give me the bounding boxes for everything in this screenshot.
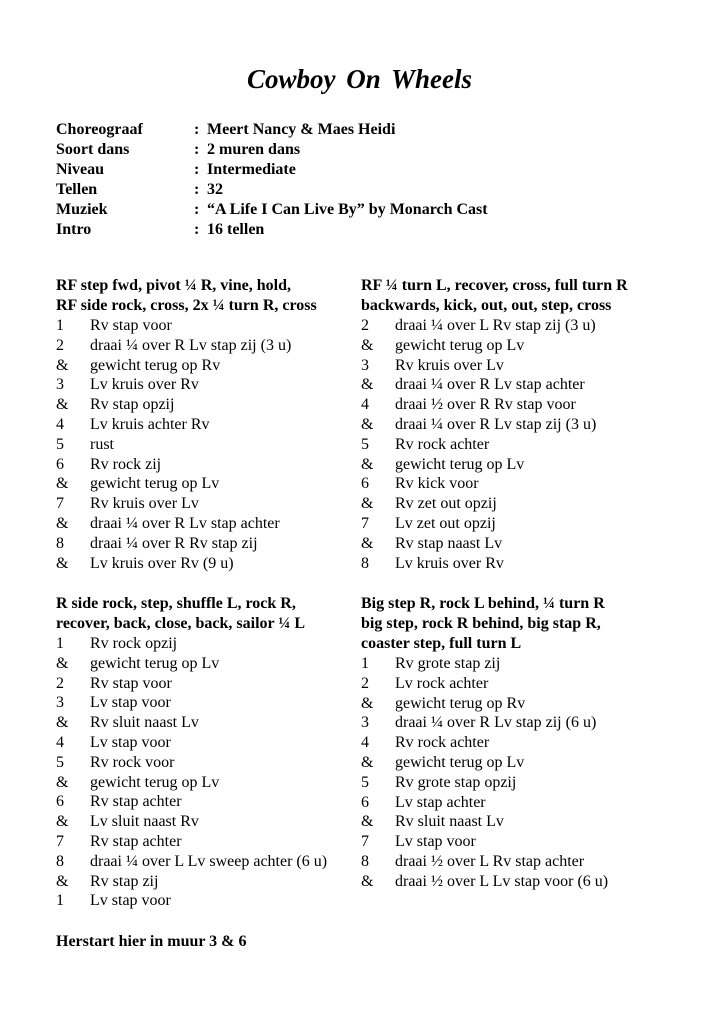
step-text: Rv kick voor bbox=[395, 475, 479, 493]
info-row bbox=[56, 180, 488, 200]
step-count: 4 bbox=[56, 733, 64, 751]
step-count: 7 bbox=[56, 495, 64, 513]
info-colon: : bbox=[194, 201, 200, 218]
info-colon: : bbox=[194, 181, 200, 198]
section-2 bbox=[361, 276, 628, 573]
step-row bbox=[361, 773, 608, 793]
step-row bbox=[361, 554, 628, 574]
step-text: gewicht terug op Lv bbox=[90, 475, 220, 493]
step-row bbox=[361, 832, 608, 852]
step-text: Rv stap achter bbox=[90, 793, 182, 811]
step-text: draai ¼ over R Lv stap achter bbox=[395, 376, 585, 394]
step-text: gewicht terug op Lv bbox=[90, 654, 220, 672]
step-row bbox=[56, 693, 327, 713]
step-row bbox=[56, 455, 317, 475]
step-count: & bbox=[361, 872, 374, 890]
step-count: & bbox=[56, 396, 69, 414]
step-row bbox=[361, 474, 628, 494]
step-row bbox=[56, 435, 317, 455]
step-text: Rv kruis over Lv bbox=[395, 356, 504, 374]
step-count: 8 bbox=[361, 554, 369, 572]
step-row bbox=[56, 674, 327, 694]
page-title: Cowboy On Wheels bbox=[246, 64, 473, 94]
info-label: Choreograaf bbox=[56, 121, 143, 138]
step-count: 5 bbox=[56, 435, 64, 453]
step-row bbox=[56, 634, 327, 654]
step-count: 3 bbox=[56, 694, 64, 712]
step-text: Rv rock zij bbox=[90, 455, 162, 473]
section-heading: recover, back, close, back, sailor ¼ L bbox=[56, 615, 306, 632]
step-count: 5 bbox=[56, 753, 64, 771]
info-colon: : bbox=[194, 121, 200, 138]
step-row bbox=[56, 654, 327, 674]
step-count: & bbox=[56, 514, 69, 532]
section-heading: R side rock, step, shuffle L, rock R, bbox=[56, 595, 296, 612]
step-count: 3 bbox=[361, 714, 369, 732]
step-row bbox=[56, 494, 317, 514]
section-heading: RF ¼ turn L, recover, cross, full turn R bbox=[361, 277, 628, 294]
step-row bbox=[361, 356, 628, 376]
step-row bbox=[56, 792, 327, 812]
step-row bbox=[56, 375, 317, 395]
step-count: 7 bbox=[361, 514, 369, 532]
step-row bbox=[361, 694, 608, 714]
info-label: Muziek bbox=[56, 201, 108, 218]
info-label: Soort dans bbox=[56, 141, 130, 158]
step-row bbox=[361, 455, 628, 475]
step-text: Rv stap zij bbox=[90, 872, 159, 890]
step-count: 1 bbox=[56, 317, 64, 334]
step-text: Rv rock achter bbox=[395, 435, 490, 453]
step-text: gewicht terug op Lv bbox=[395, 753, 525, 771]
step-text: Lv kruis achter Rv bbox=[90, 415, 210, 433]
step-text: Rv zet out opzij bbox=[395, 495, 497, 513]
step-row bbox=[56, 713, 327, 733]
step-count: & bbox=[56, 554, 69, 572]
step-text: Lv stap voor bbox=[90, 733, 171, 751]
info-row bbox=[56, 120, 488, 140]
step-row bbox=[361, 733, 608, 753]
info-colon: : bbox=[194, 161, 200, 178]
step-count: 5 bbox=[361, 773, 369, 791]
step-text: gewicht terug op Lv bbox=[395, 455, 525, 473]
info-colon: : bbox=[194, 141, 200, 158]
section-3 bbox=[56, 594, 327, 911]
step-text: Lv kruis over Rv (9 u) bbox=[90, 554, 234, 572]
step-count: 6 bbox=[56, 455, 64, 473]
info-value: 2 muren dans bbox=[207, 141, 301, 158]
step-count: & bbox=[361, 753, 374, 771]
step-text: Rv stap opzij bbox=[90, 396, 175, 414]
section-heading: coaster step, full turn L bbox=[361, 635, 522, 652]
step-text: gewicht terug op Rv bbox=[395, 694, 526, 712]
info-value: Intermediate bbox=[207, 161, 296, 178]
step-row bbox=[361, 395, 628, 415]
info-value: 32 bbox=[207, 181, 223, 198]
step-count: 1 bbox=[56, 635, 64, 652]
step-count: & bbox=[361, 376, 374, 394]
step-text: draai ¼ over L Lv sweep achter (6 u) bbox=[90, 852, 328, 870]
info-label: Intro bbox=[56, 221, 92, 238]
step-row bbox=[361, 316, 628, 336]
step-row bbox=[56, 773, 327, 793]
step-count: 2 bbox=[56, 674, 64, 692]
step-count: 8 bbox=[56, 852, 64, 870]
step-count: 7 bbox=[361, 833, 369, 851]
step-row bbox=[361, 435, 628, 455]
step-text: Rv stap voor bbox=[90, 674, 172, 692]
step-text: Rv sluit naast Lv bbox=[395, 813, 504, 831]
step-count: & bbox=[361, 336, 374, 354]
step-text: Lv kruis over Rv bbox=[90, 376, 199, 394]
step-count: 7 bbox=[56, 832, 64, 850]
step-count: & bbox=[56, 475, 69, 493]
step-count: & bbox=[56, 773, 69, 791]
step-count: 1 bbox=[56, 892, 64, 910]
info-value: 16 tellen bbox=[207, 221, 265, 238]
step-row bbox=[361, 793, 608, 813]
info-row bbox=[56, 200, 488, 220]
step-count: & bbox=[56, 813, 69, 831]
step-row bbox=[56, 336, 317, 356]
info-row bbox=[56, 220, 488, 240]
step-row bbox=[361, 494, 628, 514]
step-count: & bbox=[56, 356, 69, 374]
step-count: 4 bbox=[56, 415, 64, 433]
step-text: draai ¼ over R Lv stap achter bbox=[90, 514, 280, 532]
step-count: & bbox=[361, 534, 374, 552]
step-text: Lv stap voor bbox=[90, 694, 171, 712]
step-row bbox=[361, 713, 608, 733]
step-text: draai ¼ over R Rv stap zij bbox=[90, 534, 258, 552]
step-count: 4 bbox=[361, 396, 369, 414]
section-4 bbox=[361, 594, 608, 892]
step-row bbox=[56, 872, 327, 892]
step-text: Lv stap achter bbox=[395, 793, 486, 811]
step-text: Lv zet out opzij bbox=[395, 514, 496, 532]
info-label: Niveau bbox=[56, 161, 104, 178]
step-text: Lv stap voor bbox=[395, 833, 476, 851]
step-text: gewicht terug op Rv bbox=[90, 356, 221, 374]
step-row bbox=[56, 415, 317, 435]
step-row bbox=[56, 554, 317, 574]
step-row bbox=[361, 375, 628, 395]
step-row bbox=[56, 316, 317, 336]
section-1 bbox=[56, 276, 317, 573]
step-row bbox=[56, 852, 327, 872]
step-text: draai ¼ over R Lv stap zij (6 u) bbox=[395, 714, 597, 732]
step-row bbox=[361, 514, 628, 534]
step-row bbox=[361, 753, 608, 773]
step-row bbox=[361, 654, 608, 674]
section-heading: RF side rock, cross, 2x ¼ turn R, cross bbox=[56, 297, 317, 314]
step-text: draai ¼ over R Lv stap zij (3 u) bbox=[395, 415, 597, 433]
step-count: & bbox=[361, 813, 374, 831]
info-value: “A Life I Can Live By” by Monarch Cast bbox=[207, 201, 488, 218]
step-text: gewicht terug op Lv bbox=[395, 336, 525, 354]
step-count: 1 bbox=[361, 655, 369, 672]
step-row bbox=[56, 474, 317, 494]
step-count: & bbox=[361, 495, 374, 513]
step-count: & bbox=[361, 415, 374, 433]
step-text: draai ¼ over L Rv stap zij (3 u) bbox=[395, 317, 596, 334]
step-text: Lv sluit naast Rv bbox=[90, 813, 199, 831]
step-text: Rv sluit naast Lv bbox=[90, 714, 199, 732]
step-row bbox=[56, 356, 317, 376]
info-value: Meert Nancy & Maes Heidi bbox=[207, 121, 396, 138]
step-text: Rv stap naast Lv bbox=[395, 534, 503, 552]
section-heading: backwards, kick, out, out, step, cross bbox=[361, 297, 612, 314]
step-count: & bbox=[56, 872, 69, 890]
step-count: 6 bbox=[361, 793, 369, 811]
step-row bbox=[56, 832, 327, 852]
step-text: Rv grote stap opzij bbox=[395, 773, 517, 791]
step-row bbox=[361, 415, 628, 435]
step-row bbox=[361, 336, 628, 356]
info-row bbox=[56, 140, 488, 160]
step-row bbox=[56, 514, 317, 534]
section-heading: Big step R, rock L behind, ¼ turn R bbox=[361, 595, 605, 612]
step-text: Rv stap voor bbox=[90, 317, 172, 334]
info-colon: : bbox=[194, 221, 200, 238]
step-row bbox=[361, 852, 608, 872]
step-text: draai ½ over L Rv stap achter bbox=[395, 852, 585, 870]
step-row bbox=[56, 534, 317, 554]
step-text: Rv rock voor bbox=[90, 753, 175, 771]
section-heading: RF step fwd, pivot ¼ R, vine, hold, bbox=[56, 277, 291, 294]
step-row bbox=[361, 674, 608, 694]
step-text: draai ½ over L Lv stap voor (6 u) bbox=[395, 872, 609, 890]
step-count: 2 bbox=[361, 317, 369, 334]
step-count: & bbox=[56, 654, 69, 672]
step-row bbox=[361, 872, 608, 892]
step-count: 8 bbox=[361, 852, 369, 870]
step-count: 4 bbox=[361, 734, 369, 752]
step-count: & bbox=[56, 714, 69, 732]
step-text: Rv rock opzij bbox=[90, 635, 178, 652]
info-row bbox=[56, 160, 488, 180]
step-row bbox=[56, 733, 327, 753]
step-count: & bbox=[361, 694, 374, 712]
step-row bbox=[361, 812, 608, 832]
step-count: 8 bbox=[56, 534, 64, 552]
step-text: Lv stap voor bbox=[90, 892, 171, 910]
step-row bbox=[56, 395, 317, 415]
step-text: draai ¼ over R Lv stap zij (3 u) bbox=[90, 336, 292, 354]
step-text: Rv stap achter bbox=[90, 832, 182, 850]
step-row bbox=[56, 753, 327, 773]
step-count: 5 bbox=[361, 435, 369, 453]
dance-info bbox=[56, 120, 488, 240]
section-heading: big step, rock R behind, big stap R, bbox=[361, 615, 601, 632]
step-text: Rv rock achter bbox=[395, 734, 490, 752]
step-text: draai ½ over R Rv stap voor bbox=[395, 396, 576, 414]
step-text: gewicht terug op Lv bbox=[90, 773, 220, 791]
step-row bbox=[361, 534, 628, 554]
step-count: & bbox=[361, 455, 374, 473]
step-row bbox=[56, 891, 327, 911]
restart-note: Herstart hier in muur 3 & 6 bbox=[56, 933, 247, 950]
step-row bbox=[56, 812, 327, 832]
step-text: rust bbox=[90, 435, 114, 453]
step-count: 6 bbox=[56, 793, 64, 811]
step-count: 2 bbox=[361, 674, 369, 692]
step-count: 6 bbox=[361, 475, 369, 493]
step-text: Rv kruis over Lv bbox=[90, 495, 199, 513]
step-count: 3 bbox=[56, 376, 64, 394]
info-label: Tellen bbox=[56, 181, 98, 198]
step-text: Lv rock achter bbox=[395, 674, 489, 692]
step-count: 3 bbox=[361, 356, 369, 374]
step-text: Rv grote stap zij bbox=[395, 655, 501, 672]
step-count: 2 bbox=[56, 336, 64, 354]
step-text: Lv kruis over Rv bbox=[395, 554, 504, 572]
